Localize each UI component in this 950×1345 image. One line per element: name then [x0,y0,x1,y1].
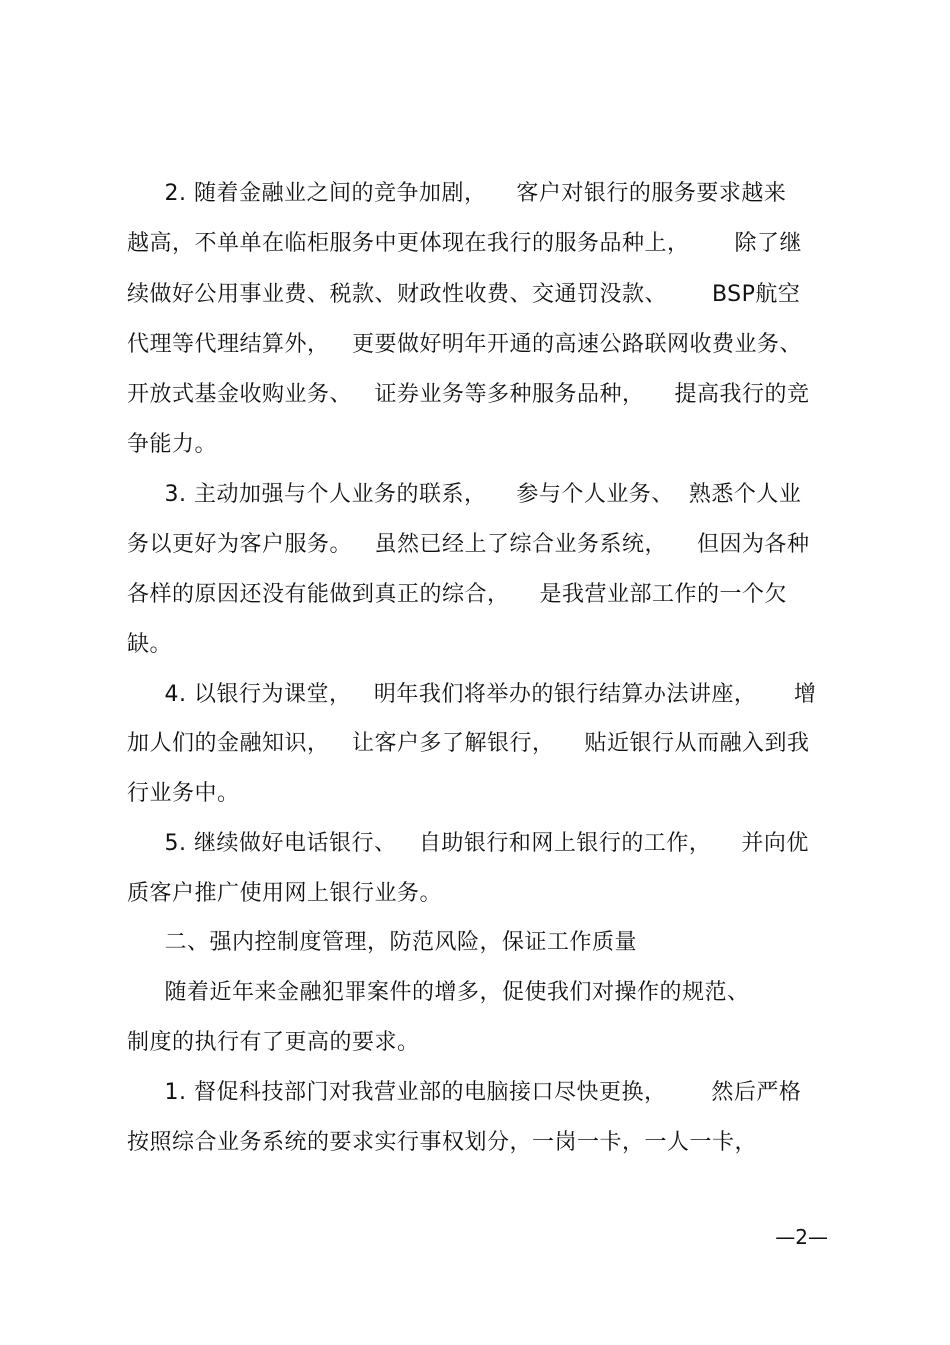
text-line: 缺。 [127,632,173,657]
section-heading: 二、强内控制度管理，防范风险，保证工作质量 [127,930,637,955]
text-line: 3. 主动加强与个人业务的联系， 参与个人业务、 熟悉个人业 [127,482,802,507]
text-line: 务以更好为客户服务。 虽然已经上了综合业务系统， 但因为各种 [127,532,810,557]
text-line: 按照综合业务系统的要求实行事权划分，一岗一卡，一人一卡， [127,1130,758,1155]
text-line: 4. 以银行为课堂， 明年我们将举办的银行结算办法讲座， 增 [127,682,817,707]
text-line: 争能力。 [127,432,218,457]
text-line: 开放式基金收购业务、 证券业务等多种服务品种， 提高我行的竞 [127,382,810,407]
text-line: 制度的执行有了更高的要求。 [127,1030,420,1055]
text-line: 加人们的金融知识， 让客户多了解银行， 贴近银行从而融入到我 [127,731,810,756]
text-line: 越高，不单单在临柜服务中更体现在我行的服务品种上， 除了继 [127,231,802,256]
text-line: 质客户推广使用网上银行业务。 [127,881,443,906]
page-number: —2— [775,1225,828,1249]
text-line: 各样的原因还没有能做到真正的综合， 是我营业部工作的一个欠 [127,582,787,607]
text-line: 1. 督促科技部门对我营业部的电脑接口尽快更换， 然后严格 [127,1080,802,1105]
text-line: 行业务中。 [127,781,240,806]
text-line: 随着近年来金融犯罪案件的增多，促使我们对操作的规范、 [127,980,750,1005]
text-line: 2. 随着金融业之间的竞争加剧， 客户对银行的服务要求越来 [127,181,787,206]
text-line: 5. 继续做好电话银行、 自助银行和网上银行的工作， 并向优 [127,831,809,856]
text-line: 代理等代理结算外， 更要做好明年开通的高速公路联网收费业务、 [127,332,802,357]
text-line: 续做好公用事业费、税款、财政性收费、交通罚没款、 BSP航空 [127,282,801,307]
